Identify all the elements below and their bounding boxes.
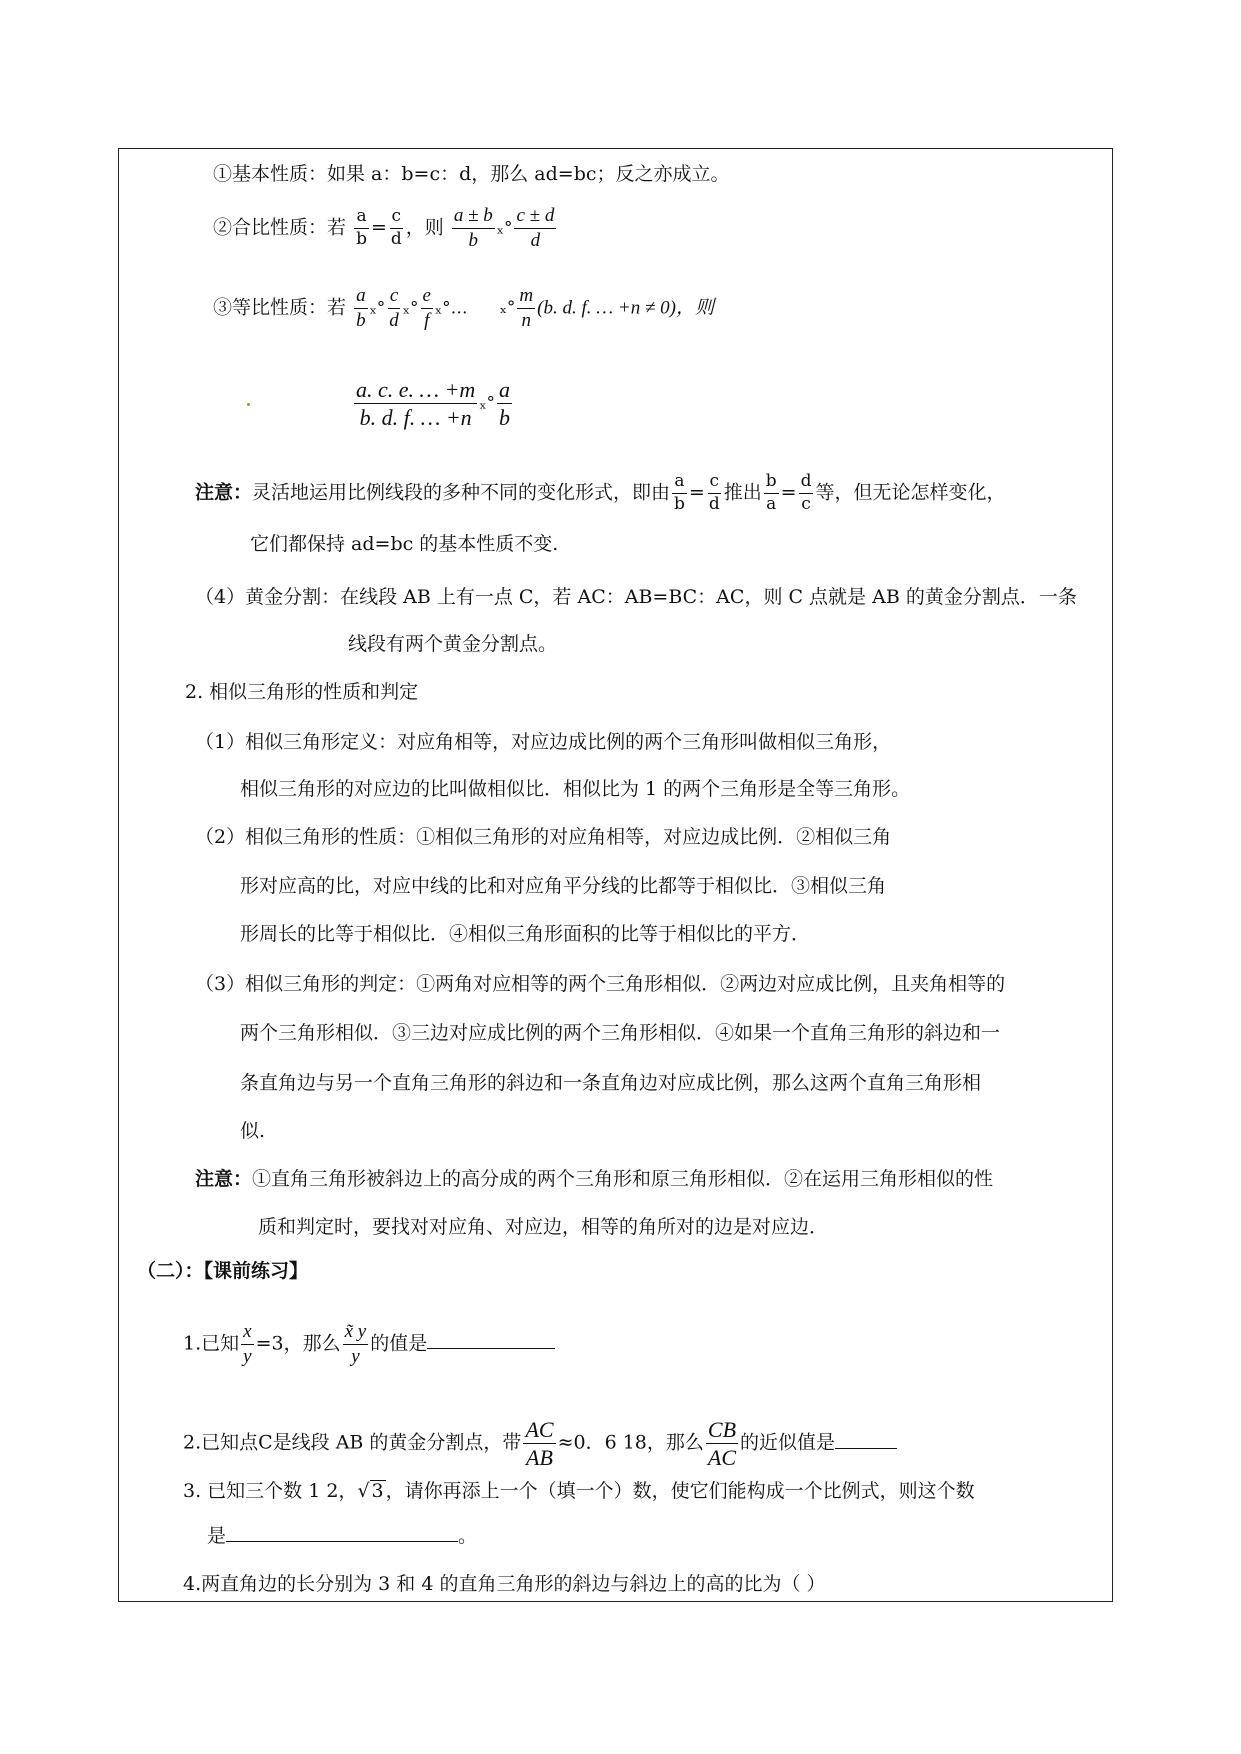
- question-3-line1: [183, 1480, 975, 1501]
- properties-line3: 形周长的比等于相似比．④相似三角形面积的比等于相似比的平方．: [240, 923, 811, 945]
- note-1-line2: 它们都保持 ad=bc 的基本性质不变.: [250, 533, 559, 555]
- golden-section-line2: 线段有两个黄金分割点。: [348, 633, 558, 655]
- exercises-heading: （二）：【课前练习】: [137, 1260, 309, 1282]
- fraction-a-pm-b: $\frac{a \pm b}{b}$: [453, 205, 493, 251]
- equal-ratio-result: [352, 378, 514, 429]
- stray-dot: [247, 403, 250, 406]
- note-text: 等，但无论怎样变化，: [815, 481, 1006, 504]
- fraction-b-a: $\frac{b}{a}$: [765, 471, 777, 514]
- equals-symbol: ₓ°: [369, 298, 386, 319]
- fraction-d-c: $\frac{d}{c}$: [800, 471, 812, 514]
- q2-middle: ≈0．6 18，那么: [557, 1431, 704, 1454]
- fraction-a-b: $\frac{a}{b}$: [499, 377, 511, 431]
- fraction-e-f: $\frac{e}{f}$: [422, 285, 431, 331]
- question-4: 4.两直角边的长分别为 3 和 4 的直角三角形的斜边与斜边上的高的比为（ ）: [183, 1573, 826, 1595]
- note-2-line2: 质和判定时，要找对对应角、对应边，相等的角所对的边是对应边．: [258, 1216, 829, 1238]
- note-1: [195, 473, 1005, 514]
- section-2-heading: 2. 相似三角形的性质和判定: [185, 681, 419, 703]
- question-3-line2: [207, 1527, 477, 1546]
- q2-prefix: 2.已知点C是线段 AB 的黄金分割点，带: [183, 1431, 522, 1454]
- fraction-c-d: $\frac{c}{d}$: [389, 285, 399, 331]
- q1-suffix: 的值是: [370, 1332, 428, 1355]
- definition-line2: 相似三角形的对应边的比叫做相似比．相似比为 1 的两个三角形是全等三角形。: [240, 778, 911, 800]
- q1-middle: =3，那么: [255, 1332, 341, 1355]
- equals-symbol: ₓ°: [402, 298, 419, 319]
- note-2-line1: [195, 1170, 993, 1189]
- answer-blank[interactable]: [835, 1447, 897, 1449]
- equals-symbol: ₓ°: [496, 218, 513, 239]
- equals-symbol: ₓ°…: [434, 298, 468, 319]
- q3-suffix: ，请你再添上一个（填一个）数，使它们能构成一个比例式，则这个数: [385, 1480, 975, 1502]
- answer-blank[interactable]: [226, 1540, 458, 1542]
- q2-suffix: 的近似值是: [740, 1431, 836, 1454]
- properties-line2: 形对应高的比，对应中线的比和对应角平分线的比都等于相似比．③相似三角: [240, 875, 887, 897]
- q3-prefix: 3. 已知三个数 1 2，: [183, 1480, 358, 1502]
- fraction-c-pm-d: $\frac{c \pm d}{d}$: [516, 205, 555, 251]
- definition-line1: （1）相似三角形定义：对应角相等，对应边成比例的两个三角形叫做相似三角形，: [195, 731, 892, 753]
- judgement-line1: （3）相似三角形的判定：①两角对应相等的两个三角形相似．②两边对应成比例，且夹角相等的: [195, 973, 1006, 995]
- sqrt-three: √ 3: [357, 1480, 384, 1502]
- equals-symbol: ₓ°: [499, 298, 516, 319]
- fraction-x-minus-y-over-y: $\frac{x̃ y}{y}$: [344, 1321, 367, 1367]
- fraction-cb-ac: $\frac{CB}{AC}$: [707, 1417, 737, 1471]
- fraction-a-b: $\frac{a}{b}$: [674, 471, 685, 514]
- q1-prefix: 1.已知: [183, 1332, 240, 1355]
- fraction-m-n: $\frac{m}{n}$: [519, 285, 534, 331]
- combine-property: [213, 206, 558, 251]
- q3-line2-text: 是: [207, 1525, 227, 1547]
- note-text: 灵活地运用比例线段的多种不同的变化形式，即由: [252, 481, 671, 504]
- judgement-line2: 两个三角形相似．③三边对应成比例的两个三角形相似．④如果一个直角三角形的斜边和一: [240, 1022, 1001, 1044]
- equals-symbol: ₓ°: [479, 393, 496, 414]
- fraction-c-d: $\frac{c}{d}$: [390, 206, 402, 249]
- q3-end: 。: [458, 1525, 478, 1547]
- properties-line1: （2）相似三角形的性质：①相似三角形的对应角相等，对应边成比例．②相似三角: [195, 826, 892, 848]
- equal-ratio-prefix: ③等比性质：若: [213, 296, 347, 319]
- equals-sign: =: [688, 481, 705, 504]
- fraction-a-b: $\frac{a}{b}$: [356, 206, 367, 249]
- note-text: 推出: [723, 481, 762, 504]
- judgement-line3: 条直角边与另一个直角三角形的斜边和一条直角边对应成比例，那么这两个直角三角形相: [240, 1072, 982, 1094]
- note-text: ①直角三角形被斜边上的高分成的两个三角形和原三角形相似．②在运用三角形相似的性: [252, 1168, 994, 1190]
- basic-property: ①基本性质：如果 a：b=c：d，那么 ad=bc；反之亦成立。: [213, 163, 730, 185]
- fraction-x-y: $\frac{x}{y}$: [243, 1321, 252, 1367]
- fraction-a-b: $\frac{a}{b}$: [356, 285, 366, 331]
- equal-ratio-condition: (b. d. f. … +n ≠ 0)，则: [537, 297, 714, 319]
- judgement-line4: 似.: [240, 1120, 266, 1142]
- fraction-c-d: $\frac{c}{d}$: [708, 471, 720, 514]
- equal-ratio-property: [213, 286, 714, 331]
- note-label: 注意：: [195, 481, 253, 504]
- golden-section-line1: （4）黄金分割：在线段 AB 上有一点 C，若 AC：AB=BC：AC，则 C 点就是 AB 的黄金分割点．一条: [195, 586, 1077, 608]
- fraction-sum: $\frac{a. c. e. \dots +m}{b. d. f. \dots +n}$: [356, 377, 476, 431]
- equals-sign: =: [780, 481, 797, 504]
- combine-then: ，则: [405, 216, 444, 239]
- fraction-ac-ab: $\frac{AC}{AB}$: [525, 1417, 554, 1471]
- question-1: [183, 1322, 555, 1367]
- equals-sign: =: [370, 216, 387, 239]
- answer-blank[interactable]: [427, 1347, 555, 1349]
- note-label: 注意：: [195, 1168, 253, 1190]
- combine-prefix: ②合比性质：若: [213, 216, 347, 239]
- question-2: [183, 1418, 897, 1469]
